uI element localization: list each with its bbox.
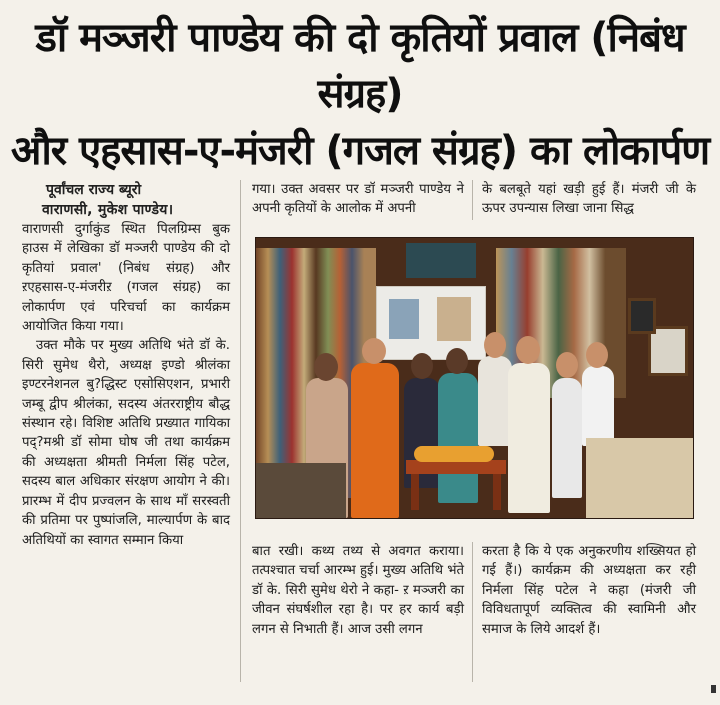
person-6	[508, 363, 550, 513]
article-column-3-top	[482, 180, 696, 219]
person-3-head	[411, 353, 433, 379]
dateline-reporter: वाराणसी, मुकेश पाण्डेय।	[42, 202, 174, 218]
column-3-bottom-text: करता है कि ये एक अनुकरणीय शख्सियत हो गई हैं।) कार्यक्रम की अध्यक्षता कर रही निर्मला सिंह पटेल ने कहा (मंजरी जी विविधतापूर्ण व्यक्तित्व की स्वामिनी और समाज के लिये आदर्श हैं।	[482, 544, 696, 637]
column-2-top-text: गया। उक्त अवसर पर डॉ मञ्जरी पाण्डेय ने अपनी कृतियों के आलोक में अपनी	[252, 182, 464, 217]
table-leg	[411, 474, 419, 510]
book-display-left	[256, 463, 346, 518]
person-5-head	[484, 332, 506, 358]
article-column-2-bottom	[252, 542, 464, 639]
headline-line-2: और एहसास-ए-मंजरी (गजल संग्रह) का लोकार्पण	[10, 128, 710, 174]
article-column-1	[22, 180, 230, 550]
book-display-table	[586, 438, 693, 518]
person-7-head	[556, 352, 578, 378]
column-divider	[472, 180, 473, 220]
banner-portrait	[437, 297, 471, 341]
column-divider	[472, 542, 473, 682]
flower-arrangement	[414, 446, 494, 462]
person-6-head	[516, 336, 540, 364]
person-8-head	[586, 342, 608, 368]
banner-book-cover	[389, 299, 419, 339]
person-4-head	[446, 348, 468, 374]
edge-mark	[711, 685, 716, 693]
table-top	[406, 460, 506, 474]
column-3-top-text: के बलबूते यहां खड़ी हुई हैं। मंजरी जी के ऊपर उपन्यास लिखा जाना सिद्ध	[482, 182, 696, 217]
person-5	[478, 356, 512, 446]
person-1-head	[314, 353, 338, 381]
person-8	[582, 366, 614, 446]
article-column-2-top	[252, 180, 464, 219]
event-banner	[376, 286, 486, 360]
person-monk	[351, 363, 399, 518]
person-monk-head	[362, 338, 386, 364]
column-divider	[240, 180, 241, 682]
tv-screen	[406, 243, 476, 278]
article-paragraph-2: उक्त मौके पर मुख्य अतिथि भंते डॉ के. सिरी सुमेध थैरो, अध्यक्ष इण्डो श्रीलंका इण्टरनेशनल बु?द्धिस्ट एसोसिएशन, प्रभारी जम्बू द्वीप श्रीलंका, सदस्य अंतरराष्ट्रीय बौद्ध संस्थान रहे। विशिष्ट अतिथि प्रख्यात गायिका पद्?मश्री डॉ सोमा घोष जी तथा कार्यक्रम की अध्यक्षता श्रीमती निर्मला सिंह पटेल, सदस्य बाल अधिकार संरक्षण आयोग ने की। प्रारम्भ में दीप प्रज्वलन के साथ माँ सरस्वती की प्रतिमा पर पुष्पांजलि, माल्यार्पण के बाद अतिथियों का स्वागत सम्मान किया	[22, 338, 230, 548]
column-2-bottom-text: बात रखी। कथ्य तथ्य से अवगत कराया। तत्पश्चात चर्चा आरम्भ हुई। मुख्य अतिथि भंते डॉ के. सिरी सुमेध थेरो ने कहा- ऱ मञ्जरी का जीवन संघर्षशील रहा है। पर हर कार्य बड़ी लगन से निभाती हैं। आज उसी लगन	[252, 544, 464, 637]
event-photo	[255, 237, 694, 519]
headline-line-1: डॉ मञ्जरी पाण्डेय की दो कृतियों प्रवाल (निबंध संग्रह)	[35, 15, 685, 117]
person-7	[552, 378, 582, 498]
wall-frame	[628, 298, 656, 334]
person-4	[438, 373, 478, 503]
bureau-byline: पूर्वांचल राज्य ब्यूरो	[46, 182, 142, 198]
article-paragraph-1: वाराणसी दुर्गाकुंड स्थित पिलग्रिम्स बुक हाउस में लेखिका डॉ मञ्जरी पाण्डेय की दो कृतियां प्रवाल' (निबंध संग्रह) और ऱएहसास-ए-मंजरीऱ (गजल संग्रह) का लोकार्पण एवं परिचर्चा का कार्यक्रम आयोजित किया गया।	[22, 222, 230, 335]
table-leg	[493, 474, 501, 510]
article-column-3-bottom	[482, 542, 696, 639]
headline	[8, 10, 712, 180]
